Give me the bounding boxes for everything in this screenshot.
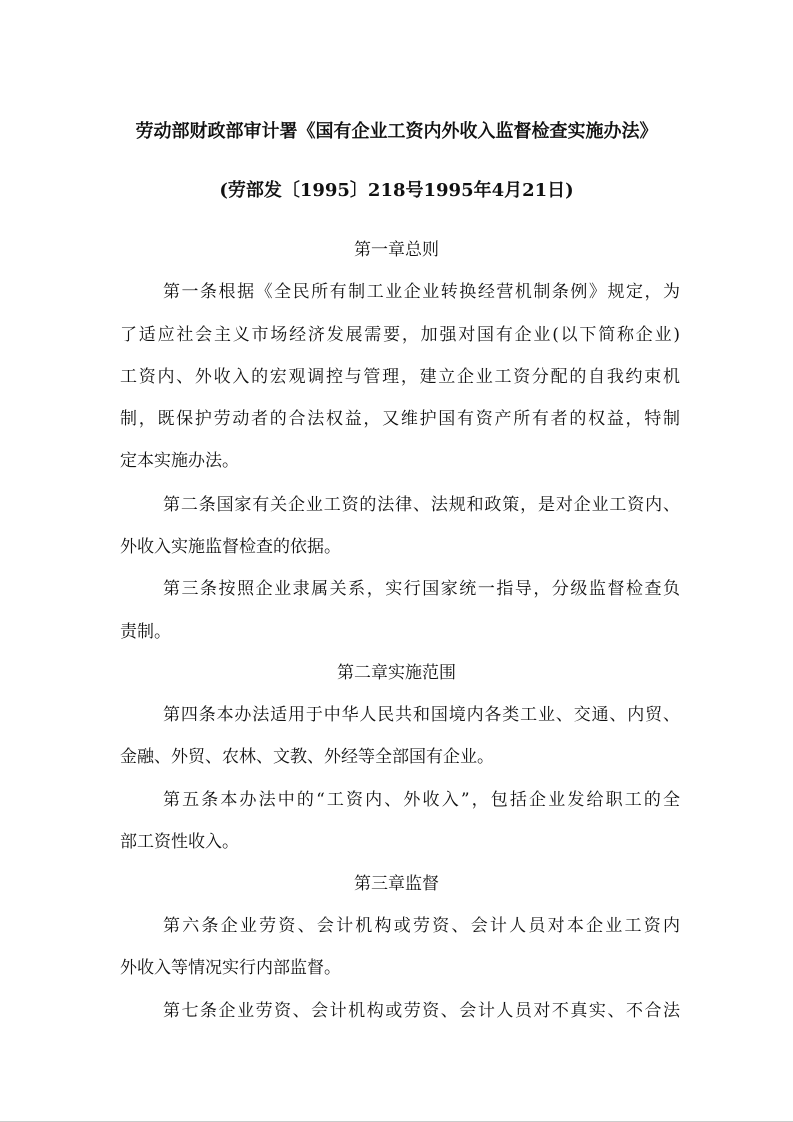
- chapter-heading-2: 第二章实施范围: [337, 663, 456, 683]
- article-5-line-1: 第五条本办法中的“工资内、外收入”，包括企业发给职工的全: [163, 790, 680, 810]
- article-3-line-2: 责制。: [120, 622, 171, 642]
- article-2-line-1: 第二条国家有关企业工资的法律、法规和政策，是对企业工资内、: [163, 495, 680, 515]
- article-5-line-2: 部工资性收入。: [120, 832, 239, 852]
- article-1-line-4: 制，既保护劳动者的合法权益，又维护国有资产所有者的权益，特制: [120, 409, 680, 429]
- article-1-line-5: 定本实施办法。: [120, 451, 239, 471]
- article-7-line-1: 第七条企业劳资、会计机构或劳资、会计人员对不真实、不合法: [163, 1001, 680, 1021]
- article-2-line-2: 外收入实施监督检查的依据。: [120, 537, 341, 557]
- article-1-line-2: 了适应社会主义市场经济发展需要，加强对国有企业(以下简称企业): [120, 325, 680, 345]
- article-1-line-1: 第一条根据《全民所有制工业企业转换经营机制条例》规定，为: [163, 282, 680, 302]
- article-6-line-2: 外收入等情况实行内部监督。: [120, 958, 341, 978]
- article-4-line-1: 第四条本办法适用于中华人民共和国境内各类工业、交通、内贸、: [163, 705, 680, 725]
- article-6-line-1: 第六条企业劳资、会计机构或劳资、会计人员对本企业工资内: [163, 916, 680, 936]
- document-subtitle: (劳部发〔1995〕218号1995年4月21日): [219, 180, 574, 201]
- article-1-line-3: 工资内、外收入的宏观调控与管理，建立企业工资分配的自我约束机: [120, 367, 680, 387]
- chapter-heading-3: 第三章监督: [354, 874, 439, 894]
- chapter-heading-1: 第一章总则: [354, 240, 439, 260]
- article-4-line-2: 金融、外贸、农林、文教、外经等全部国有企业。: [120, 747, 494, 767]
- article-3-line-1: 第三条按照企业隶属关系，实行国家统一指导，分级监督检查负: [163, 579, 680, 599]
- document-title: 劳动部财政部审计署《国有企业工资内外收入监督检查实施办法》: [135, 121, 658, 142]
